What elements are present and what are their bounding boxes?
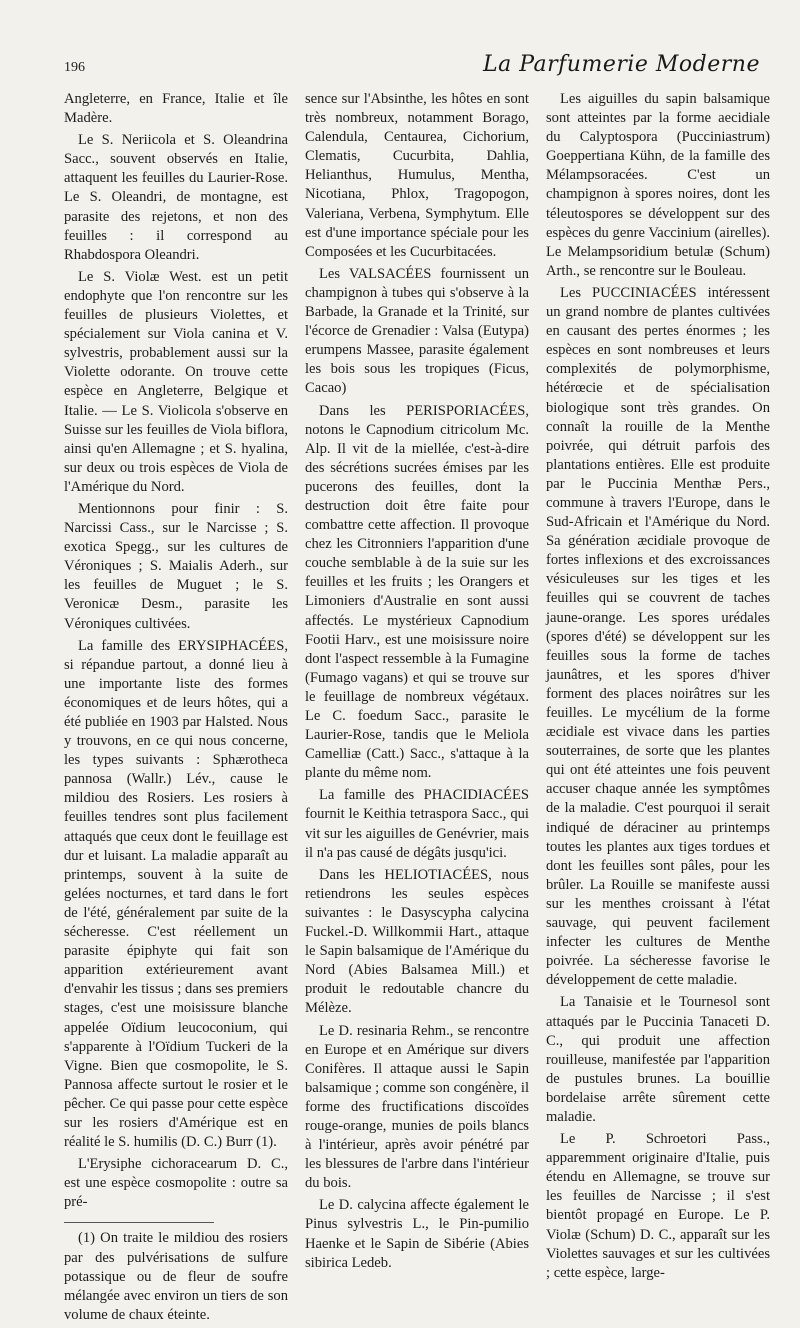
paragraph: Les VALSACÉES fournissent un champignon à tubes qui s'observe à la Barbade, la Granade et la Trinité, sur l'écorce de Grenadier : Valsa (Eutypa) erumpens Massee, parasite également les bois sous les tropiques (Ficus, Cacao) [305, 265, 529, 397]
paragraph: Le D. resinaria Rehm., se rencontre en Europe et en Amérique sur divers Conifères. Il attaque aussi le Sapin balsamique ; comme son congénère, il forme des fructifications discoïdes rouge-orange, munies de poils blancs à l'intérieur, après avoir pénétré par les blessures de l'arbre dans l'intérieur du bois. [305, 1022, 529, 1192]
paragraph: Les PUCCINIACÉES intéressent un grand nombre de plantes cultivées en causant des pertes énormes ; les espèces en sont nombreuses et leurs complexités de polymorphisme, hétérœcie et de spécialisation biologique sont très grandes. On connaît la rouille de la Menthe poivrée, qui détruit parfois des plantations entières. Elle est produite par le Puccinia Menthæ Pers., commune à travers l'Europe, dans le Sud-Africain et l'Amérique du Nord. Sa génération æcidiale provoque de fortes inflexions et des excroissances vésiculeuses sur les tiges et les feuilles qui se couvrent de taches jaune-orange. Les spores urédales (spores d'été) se développent sur les feuilles sous la forme de taches jaunâtres, et les spores d'hiver forment des places noirâtres sur les feuilles. Le mycélium de la forme æcidiale est vivace dans les parties souterraines, de sorte que les plantes qui ont été atteintes une fois peuvent accuser chaque année les symptômes de la maladie. C'est pourquoi il serait indiqué de déraciner au printemps toutes les plantes aux tiges tordues et dont les feuilles sont pâles, pour les brûler. La Rouille se manifeste aussi sur les menthes croissant à l'état sauvage, qui peuvent facilement infecter les cultures de Menthe poivrée. La sécheresse favorise le développement de cette maladie. [546, 284, 770, 989]
column-2 [305, 90, 529, 1328]
paragraph: Le P. Schroetori Pass., apparemment originaire d'Italie, puis étendu en Allemagne, se trouve sur les feuilles de Narcisse ; il s'est bientôt propagé en Europe. Le P. Violæ (Schum) D. C., apparaît sur les Violettes sauvages et sur les cultivées ; cette espèce, large- [546, 1131, 770, 1281]
article-body [64, 90, 770, 1323]
paragraph: Les aiguilles du sapin balsamique sont atteintes par la forme aecidiale du Calyptospora (Pucciniastrum) Goeppertiana Kühn, de la famille des Mélampsoracées. C'est un champignon à spores noires, dont les téleutospores se développent sur des espèces du genre Vaccinium (airelles). Le Melampsoridium betulæ (Schum) Arth., se rencontre sur le Bouleau. [546, 91, 770, 279]
paragraph: Mentionnons pour finir : S. Narcissi Cass., sur le Narcisse ; S. exotica Spegg., sur les cultures de Véroniques ; S. Maialis Aderh., sur les feuilles de Muguet ; le S. Veronicæ Desm., parasite les Véroniques cultivées. [64, 500, 288, 632]
paragraph: Angleterre, en France, Italie et île Madère. [64, 91, 288, 127]
paragraph: Le S. Violæ West. est un petit endophyte que l'on rencontre sur les feuilles de plusieurs Violettes, et spécialement sur Viola canina et V. sylvestris, probablement aussi sur la Violette odorante. On trouve cette espèce en Angleterre, Belgique et Italie. — Le S. Violicola s'observe en Suisse sur les feuilles de Viola biflora, ainsi qu'en Allemagne ; et S. hyalina, sur deux ou trois espèces de Viola de l'Amérique du Nord. [64, 268, 288, 495]
paragraph: La famille des PHACIDIACÉES fournit le Keithia tetraspora Sacc., qui vit sur les aiguilles de Genévrier, mais il n'a pas causé de dégâts jusqu'ici. [305, 787, 529, 861]
page-number: 196 [64, 60, 85, 75]
paragraph: Le D. calycina affecte également le Pinus sylvestris L., le Pin-pumilio Haenke et le Sapin de Sibérie (Abies sibirica Ledeb. [305, 1197, 529, 1271]
paragraph: L'Erysiphe cichoracearum D. C., est une espèce cosmopolite : outre sa pré- [64, 1156, 288, 1211]
paragraph: sence sur l'Absinthe, les hôtes en sont très nombreux, notamment Borago, Calendula, Centaurea, Cichorium, Clematis, Cucurbita, Dahlia, Helianthus, Humulus, Mentha, Nicotiana, Phlox, Tragopogon, Valeriana, Verbena, Symphytum. Elle est d'une importance spéciale pour les Composées et les Cucurbitacées. [305, 91, 529, 260]
footnote: (1) On traite le mildiou des rosiers par des pulvérisations de sulfure potassique ou de fleur de soufre mélangée avec environ un tiers de son volume de chaux éteinte. [64, 1230, 288, 1323]
paragraph: La famille des ERYSIPHACÉES, si répandue partout, a donné lieu à une importante liste des formes économiques et de leurs hôtes, qui a été publiée en 1903 par Halsted. Nous y trouvons, en ce qui nous concerne, les types suivants : Sphærotheca pannosa (Wallr.) Lév., cause le mildiou des Rosiers. Les rosiers à feuilles tendres sont plus facilement attaqués que ceux dont le feuillage est dur et luisant. La maladie apparaît au printemps, souvent à la suite de gelées nocturnes, et tard dans le fort de l'été, généralement par suite de la sécheresse. C'est réellement un parasite épiphyte qui fait son apparition extérieurement avant d'envahir les tissus ; dans ses premiers stages, c'est une moisissure blanche appelée Oïdium leucoconium, qui s'apparente à l'Oïdium Tuckeri de la Vigne. Bien que cosmopolite, le S. Pannosa affecte surtout le rosier et le pêcher. Ce qui passe pour cette espèce sur les rosiers d'Amérique est en réalité le S. humilis (D. C.) Burr (1). [64, 637, 288, 1151]
footnote-divider [64, 1222, 214, 1223]
journal-title: La Parfumerie Moderne [482, 52, 760, 77]
paragraph: Le S. Neriicola et S. Oleandrina Sacc., souvent observés en Italie, attaquent les feuilles du Laurier-Rose. Le S. Oleandri, de montagne, est parasite des rejetons, et non des feuilles : il correspond au Rhabdospora Oleandri. [64, 132, 288, 263]
column-3 [546, 90, 770, 1328]
paragraph: Dans les PERISPORIACÉES, notons le Capnodium citricolum Mc. Alp. Il vit de la miellée, c'est-à-dire des sécrétions sucrées émises par les pucerons des feuilles, dont la destruction doit être faite pour combattre cette affection. Il provoque chez les Citronniers l'apparition d'une couche semblable à de la suie sur les feuilles et les fruits ; les Orangers et Limoniers d'Australie en sont aussi affectés. Le mystérieux Capnodium Footii Harv., est une moisissure noire dont l'aspect ressemble à la Fumagine (Fumago vagans) et qui se trouve sur le feuillage de nombreux végétaux. Le C. foedum Sacc., parasite le Laurier-Rose, tandis que le Meliola Camelliæ (Catt.) Sacc., s'attaque à la plante du même nom. [305, 402, 529, 782]
column-1 [64, 90, 288, 1328]
paragraph: La Tanaisie et le Tournesol sont attaqués par le Puccinia Tanaceti D. C., qui produit une affection rouilleuse, manifestée par l'apparition de pustules brunes. La bouillie bordelaise arrête sûrement cette maladie. [546, 994, 770, 1125]
paragraph: Dans les HELIOTIACÉES, nous retiendrons les seules espèces suivantes : le Dasyscypha calycina Fuckel.-D. Willkommii Hart., attaque le Sapin balsamique de l'Amérique du Nord (Abies Balsamea Mill.) et produit le redoutable chancre du Mélèze. [305, 866, 529, 1017]
